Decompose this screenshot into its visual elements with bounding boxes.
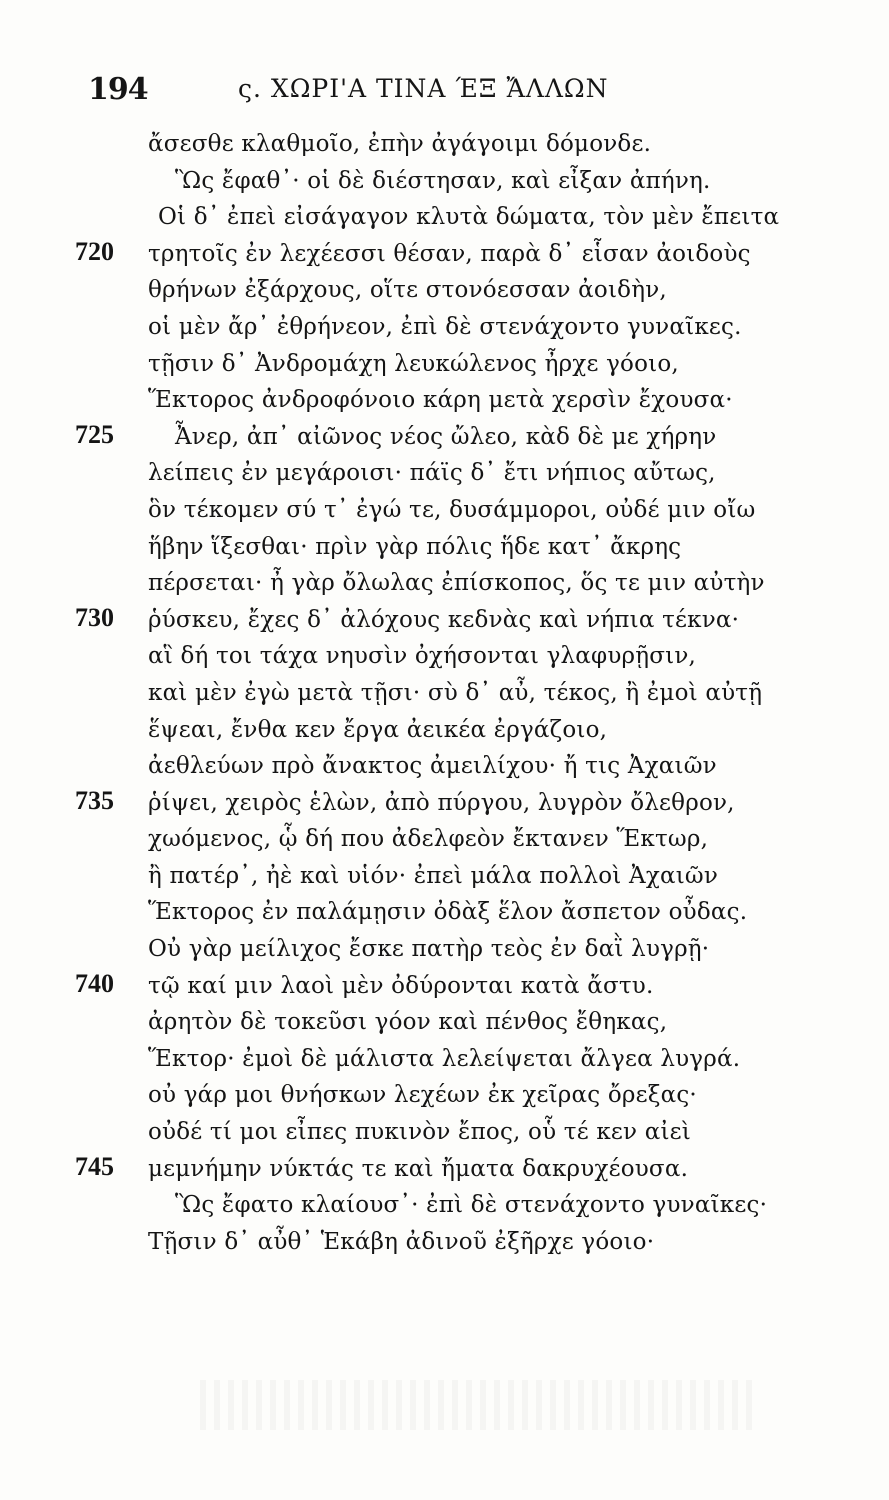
verse-line	[0, 893, 889, 930]
verse-text: θρήνων ἐξάρχους, οἵτε στονόεσσαν ἀοιδὴν,	[148, 277, 667, 304]
verse-text: τῷ καί μιν λαοὶ μὲν ὀδύρονται κατὰ ἄστυ.	[148, 972, 654, 999]
verse-text: Οἱ δ᾽ ἐπεὶ εἰσάγαγον κλυτὰ δώματα, τὸν μὲν ἔπειτα	[158, 204, 780, 231]
verse-line	[0, 1003, 889, 1040]
verse-line	[0, 381, 889, 418]
verse-text: ἕψεαι, ἔνθα κεν ἔργα ἀεικέα ἐργάζοιο,	[148, 716, 608, 743]
verse-number: 725	[75, 419, 114, 449]
verse-line	[0, 528, 889, 565]
verse-line	[0, 162, 889, 199]
verse-text: τῇσιν δ᾽ Ἀνδρομάχη λευκώλενος ἦρχε γόοιο,	[148, 350, 679, 377]
verse-text: Ὣς ἔφατο κλαίουσ᾽· ἐπὶ δὲ στενάχοντο γυναῖκες·	[175, 1192, 768, 1219]
verse-line	[0, 345, 889, 382]
verse-text: ἢ πατέρ᾽, ἠὲ καὶ υἱόν· ἐπεὶ μάλα πολλοὶ Ἀχαιῶν	[148, 862, 719, 889]
bleed-through-texture	[200, 1380, 760, 1430]
verse-line	[0, 1040, 889, 1077]
verse-number: 740	[75, 968, 114, 998]
verse-line	[0, 601, 889, 638]
verse-number: 735	[75, 785, 114, 815]
verse-block	[0, 125, 889, 1259]
verse-text: Ἕκτορ· ἐμοὶ δὲ μάλιστα λελείψεται ἄλγεα λυγρά.	[148, 1045, 741, 1072]
verse-text: ἀεθλεύων πρὸ ἄνακτος ἀμειλίχου· ἤ τις Ἀχαιῶν	[148, 753, 717, 780]
verse-text: αἳ δή τοι τάχα νηυσὶν ὀχήσονται γλαφυρῇσιν,	[148, 643, 697, 670]
verse-line	[0, 235, 889, 272]
verse-line	[0, 1113, 889, 1150]
verse-line	[0, 271, 889, 308]
verse-line	[0, 418, 889, 455]
verse-line	[0, 1223, 889, 1260]
verse-text: οὐ γάρ μοι θνήσκων λεχέων ἐκ χεῖρας ὄρεξας·	[148, 1082, 697, 1109]
verse-text: λείπεις ἐν μεγάροισι· πάϊς δ᾽ ἔτι νήπιος αὔτως,	[148, 460, 716, 487]
verse-line	[0, 747, 889, 784]
verse-text: ὃν τέκομεν σύ τ᾽ ἐγώ τε, δυσάμμοροι, οὐδέ μιν οἴω	[148, 496, 756, 523]
verse-text: Ἆνερ, ἀπ᾽ αἰῶνος νέος ὤλεο, κὰδ δὲ με χήρην	[175, 423, 717, 450]
verse-line	[0, 564, 889, 601]
verse-line	[0, 967, 889, 1004]
verse-text: ῥίψει, χειρὸς ἑλὼν, ἀπὸ πύργου, λυγρὸν ὄλεθρον,	[148, 789, 735, 816]
verse-line	[0, 930, 889, 967]
verse-line	[0, 637, 889, 674]
verse-line	[0, 125, 889, 162]
verse-text: Ἕκτορος ἐν παλάμῃσιν ὀδὰξ ἕλον ἄσπετον οὖδας.	[148, 899, 748, 926]
page-number: 194	[88, 72, 148, 107]
verse-line	[0, 857, 889, 894]
verse-text: χωόμενος, ᾧ δή που ἀδελφεὸν ἔκτανεν Ἕκτωρ,	[148, 826, 709, 853]
verse-text: ἄσεσθε κλαθμοῖο, ἐπὴν ἀγάγοιμι δόμονδε.	[148, 131, 652, 157]
verse-line	[0, 820, 889, 857]
verse-text: μεμνήμην νύκτάς τε καὶ ἤματα δακρυχέουσα.	[148, 1155, 689, 1182]
verse-text: ἀρητὸν δὲ τοκεῦσι γόον καὶ πένθος ἔθηκας,	[148, 1009, 668, 1036]
verse-text: Οὐ γὰρ μείλιχος ἔσκε πατὴρ τεὸς ἐν δαῒ λυγρῇ·	[148, 936, 710, 963]
verse-text: ἥβην ἵξεσθαι· πρὶν γὰρ πόλις ἥδε κατ᾽ ἄκρης	[148, 533, 682, 560]
verse-text: καὶ μὲν ἐγὼ μετὰ τῇσι· σὺ δ᾽ αὖ, τέκος, ἢ ἐμοὶ αὐτῇ	[148, 679, 763, 706]
verse-number: 745	[75, 1151, 114, 1181]
verse-line	[0, 711, 889, 748]
verse-line	[0, 674, 889, 711]
verse-text: τρητοῖς ἐν λεχέεσσι θέσαν, παρὰ δ᾽ εἷσαν ἀοιδοὺς	[148, 240, 751, 267]
verse-line	[0, 454, 889, 491]
verse-text: Ὣς ἔφαθ᾽· οἱ δὲ διέστησαν, καὶ εἶξαν ἀπήνη.	[175, 167, 711, 194]
verse-line	[0, 1150, 889, 1187]
verse-text: οἱ μὲν ἄρ᾽ ἐθρήνεον, ἐπὶ δὲ στενάχοντο γυναῖκες.	[148, 313, 742, 340]
verse-number: 720	[75, 236, 114, 266]
verse-text: οὐδέ τί μοι εἶπες πυκινὸν ἔπος, οὗ τέ κεν αἰεὶ	[148, 1119, 692, 1146]
verse-line	[0, 784, 889, 821]
verse-text: ῥύσκευ, ἔχες δ᾽ ἀλόχους κεδνὰς καὶ νήπια τέκνα·	[148, 606, 740, 633]
verse-line	[0, 198, 889, 235]
verse-line	[0, 491, 889, 528]
page-header	[88, 68, 648, 114]
verse-text: Ἕκτορος ἀνδροφόνοιο κάρη μετὰ χερσὶν ἔχουσα·	[148, 387, 733, 414]
verse-number: 730	[75, 602, 114, 632]
running-head: ς. ΧΩΡΙ'Α ΤΙΝΑ ΈΞ ἌΛΛΩΝ	[238, 74, 609, 103]
verse-text: Τῇσιν δ᾽ αὖθ᾽ Ἑκάβη ἀδινοῦ ἐξῆρχε γόοιο·	[148, 1228, 655, 1255]
verse-line	[0, 1186, 889, 1223]
verse-text: πέρσεται· ἦ γὰρ ὄλωλας ἐπίσκοπος, ὅς τε μιν αὐτὴν	[148, 570, 765, 597]
verse-line	[0, 1076, 889, 1113]
verse-line	[0, 308, 889, 345]
